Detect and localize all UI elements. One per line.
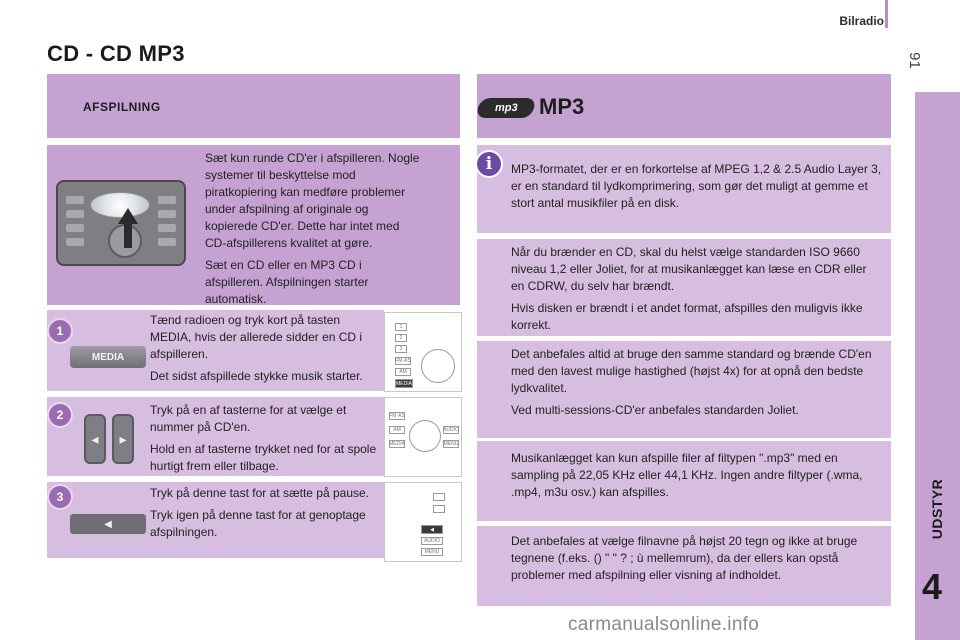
page-number: 91 <box>905 52 923 69</box>
sketch-label: FM·AS <box>395 358 411 364</box>
watermark: carmanualsonline.info <box>568 614 760 635</box>
info-paragraph: Ved multi-sessions-CD'er anbefales standarden Joliet. <box>511 403 799 417</box>
step-3-text <box>150 485 382 546</box>
step-2-badge: 2 <box>47 402 73 428</box>
intro-paragraph: Sæt en CD eller en MP3 CD i afspilleren. Afspilningen starter automatisk. <box>205 258 369 306</box>
sketch-label: AM <box>389 426 405 434</box>
step-paragraph: Tænd radioen og tryk kort på tasten MEDIA, hvis der allerede sidder en CD i afspilleren. <box>150 313 363 361</box>
step-2-text <box>150 402 382 480</box>
section-title: Bilradio <box>839 14 884 28</box>
info-paragraph: MP3-formatet, der er en forkortelse af MPEG 1,2 & 2.5 Audio Layer 3, er en standard til lydkomprimering, som gør det muligt at gemme et stort antal musikfiler på en disk. <box>511 162 882 210</box>
info-paragraph: Når du brænder en CD, skal du helst vælge standarden ISO 9660 niveau 1,2 eller Joliet, for at musikanlægget kan læse en CDR eller en CDRW, du selv har brændt. <box>511 245 867 293</box>
info-paragraph: Hvis disken er brændt i et andet format, afspilles den muligvis ikke korrekt. <box>511 301 863 332</box>
sketch-label: MEDIA <box>389 441 405 447</box>
intro-text <box>205 150 420 313</box>
intro-paragraph: Sæt kun runde CD'er i afspilleren. Nogle systemer til beskyttelse mod piratkopiering kan medføre problemer under afspilning af originale og kopierede CD'er. Dette har intet med CD-afspillerens kvalitet at gøre. <box>205 151 420 250</box>
sketch-label: MENU <box>443 441 459 447</box>
mp3-info-text-1 <box>511 161 883 217</box>
media-button-image: MEDIA <box>70 346 146 368</box>
sketch-label: FM·AS <box>389 413 405 419</box>
step-paragraph: Tryk igen på denne tast for at genoptage afspilningen. <box>150 508 366 539</box>
step-1-text <box>150 312 382 390</box>
cd-player-image <box>56 180 186 266</box>
step-paragraph: Tryk på denne tast for at sætte på pause. <box>150 486 370 500</box>
step-paragraph: Tryk på en af tasterne for at vælge et nummer på CD'en. <box>150 403 347 434</box>
header-divider <box>885 0 888 28</box>
mp3-info-text-2 <box>511 244 883 339</box>
sketch-label: AM <box>395 368 411 376</box>
sketch-label: AUDIO <box>443 427 459 433</box>
mp3-logo-text: mp3 <box>494 102 518 114</box>
previous-track-icon: ◂ <box>84 414 106 464</box>
info-paragraph: Det anbefales at vælge filnavne på højst 20 tegn og ikke at bruge tegnene (f.eks. () " " ? ; ù mellemrum), da der ellers kan opstå problemer med afspilning eller visning af indholdet. <box>511 534 858 582</box>
next-track-icon: ▸ <box>112 414 134 464</box>
mp3-info-text-4 <box>511 450 883 506</box>
sketch-label: 2 <box>395 334 407 342</box>
sketch-label: MENU <box>421 548 443 556</box>
chapter-tab <box>915 92 960 640</box>
pause-button-image <box>70 514 146 534</box>
pause-key-sketch: ◀ <box>421 525 443 534</box>
afspilning-heading: AFSPILNING <box>83 100 161 114</box>
info-paragraph: Det anbefales altid at bruge den samme standard og brænde CD'en med den lavest mulige hastighed (højst 4x) for at opnå den bedste lydkvalitet. <box>511 347 872 395</box>
info-paragraph: Musikanlægget kan kun afspille filer af filtypen ".mp3" med en sampling på 22,05 KHz eller 44,1 KHz. Ingen andre filtyper (.wma, .mp4, m3u osv.) kan afspilles. <box>511 451 863 499</box>
chapter-tab-label <box>922 476 950 546</box>
step-paragraph: Hold en af tasterne trykket ned for at spole hurtigt frem eller tilbage. <box>150 442 377 473</box>
step-3-badge: 3 <box>47 484 73 510</box>
page-title: CD - CD MP3 <box>47 41 185 66</box>
sketch-label: AUDIO <box>421 537 443 545</box>
sketch-label: 1 <box>395 323 407 331</box>
mp3-info-text-5 <box>511 533 883 589</box>
chapter-label-text: UDSTYR <box>929 478 945 540</box>
radio-sketch-2 <box>384 397 462 477</box>
info-icon: i <box>475 150 503 178</box>
step-1-badge: 1 <box>47 318 73 344</box>
step-paragraph: Det sidst afspillede stykke musik starter. <box>150 369 363 383</box>
cd-disc-icon <box>90 192 150 218</box>
mp3-logo-icon <box>475 98 536 118</box>
chapter-number: 4 <box>922 566 943 607</box>
sketch-label: 3 <box>395 345 407 353</box>
pause-icon: ◀ <box>104 518 112 530</box>
mp3-heading: MP3 <box>539 94 585 119</box>
radio-sketch-3 <box>384 482 462 562</box>
sketch-label: MEDIA <box>396 380 412 387</box>
mp3-info-text-3 <box>511 346 885 424</box>
radio-sketch-1 <box>384 312 462 392</box>
